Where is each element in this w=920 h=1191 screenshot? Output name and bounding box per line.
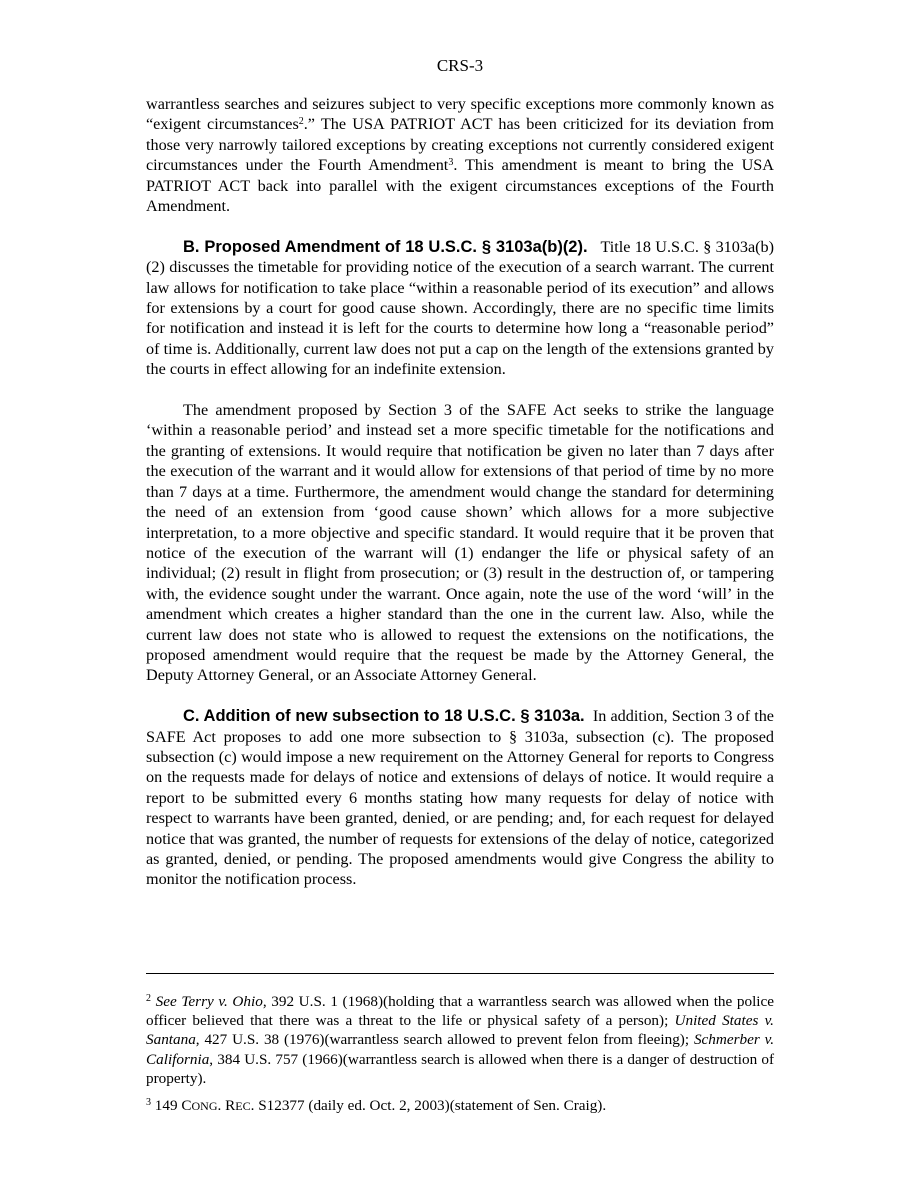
section-b-paragraph: [146, 237, 774, 380]
footnote-divider: [146, 973, 774, 974]
section-c-paragraph: [146, 706, 774, 890]
footnote-3: [146, 1096, 774, 1116]
section-b-heading: B. Proposed Amendment of 18 U.S.C. § 3103a(b)(2).: [183, 237, 588, 256]
section-c-text: In addition, Section 3 of the SAFE Act proposes to add one more subsection to § 3103a, subsection (c). The proposed subsection (c) would impose a new requirement on the Attorney General for reports to Congress on the requests made for delays of notice and extensions of delays of notice. It would require a report to be submitted every 6 months stating how many requests for delay of notice with respect to warrants have been granted, denied, or are pending; and, for each request for delayed notice that was granted, the number of requests for extensions of the delay of notice, categorized as granted, denied, or pending. The proposed amendments would give Congress the ability to monitor the notification process.: [146, 707, 774, 889]
paragraph-exigent-circumstances: [146, 94, 774, 216]
footnote-text: . R: [217, 1097, 236, 1115]
paragraph-text: .” The USA PATRIOT ACT has been criticized for its deviation from those very narrowly tailored exceptions by creating exceptions not currently considered exigent circumstances under the Fourth Amendment: [146, 115, 774, 175]
paragraph-text: warrantless searches and seizures subject to very specific exceptions more commonly known as “exigent circumstances: [146, 95, 774, 134]
small-caps-text: EC: [235, 1099, 251, 1114]
section-b-text: Title 18 U.S.C. § 3103a(b)(2) discusses the timetable for providing notice of the execution of a search warrant. The current law allows for notification to take place “within a reasonable period of its execution” and allows for extensions by a court for good cause shown. Accordingly, there are no specific time limits for notification and instead it is left for the courts to determine how long a “reasonable period” of time is. Additionally, current law does not put a cap on the length of the extensions granted by the courts in effect allowing for an indefinite extension.: [146, 237, 775, 379]
footnote-text: 149 C: [154, 1097, 192, 1115]
section-c-heading: C. Addition of new subsection to 18 U.S.C. § 3103a.: [183, 707, 585, 726]
page-number-header: CRS-3: [436, 56, 484, 75]
footnote-2: [146, 992, 774, 1088]
case-citation: Schmerber v. California: [146, 1031, 774, 1068]
paragraph-safe-act-amendment: The amendment proposed by Section 3 of the SAFE Act seeks to strike the language ‘within a reasonable period’ and instead set a more specific timetable for the notifications and the granting of extensions. It would require that notification be given no later than 7 days after the execution of the warrant and it would allow for extensions of that period of time by no more than 7 days at a time. Furthermore, the amendment would change the standard for determining the need of an extension from ‘good cause shown’ which allows for a more subjective interpretation, to a more objective and specific standard. It would require that it be proven that notice of the execution of the warrant will (1) endanger the life or physical safety of an individual; (2) result in flight from prosecution; or (3) result in the destruction of, or tampering with, the evidence sought under the warrant. Once again, note the use of the word ‘will’ in the amendment which creates a higher standard than the one in the current law. Also, while the current law does not state who is allowed to request the extensions on the notifications, the proposed amendment would require that the request be made by the Attorney General, the Deputy Attorney General, or an Associate Attorney General.: [146, 401, 774, 685]
footnote-number: 3: [146, 1097, 151, 1109]
footnote-text: , 384 U.S. 757 (1966)(warrantless search is allowed when there is a danger of destruction of property).: [146, 1050, 774, 1087]
footnote-text: , 427 U.S. 38 (1976)(warrantless search allowed to prevent felon from fleeing);: [195, 1031, 694, 1049]
body-text: [146, 94, 774, 890]
small-caps-text: ONG: [191, 1099, 218, 1114]
footnote-ref-3[interactable]: 3: [448, 157, 454, 169]
case-citation: United States v. Santana: [146, 1012, 774, 1049]
case-citation: See Terry v. Ohio: [155, 993, 263, 1010]
footnote-number: 2: [146, 993, 151, 1004]
footnote-text: , 392 U.S. 1 (1968)(holding that a warrantless search was allowed when the police officer believed that there was a threat to the life or physical safety of a person);: [146, 993, 775, 1030]
footnotes: [146, 992, 774, 1124]
footnote-ref-2[interactable]: 2: [298, 116, 304, 128]
paragraph-text: . This amendment is meant to bring the USA PATRIOT ACT back into parallel with the exigent circumstances exceptions of the Fourth Amendment.: [146, 156, 774, 216]
footnote-text: . S12377 (daily ed. Oct. 2, 2003)(statement of Sen. Craig).: [250, 1097, 607, 1115]
